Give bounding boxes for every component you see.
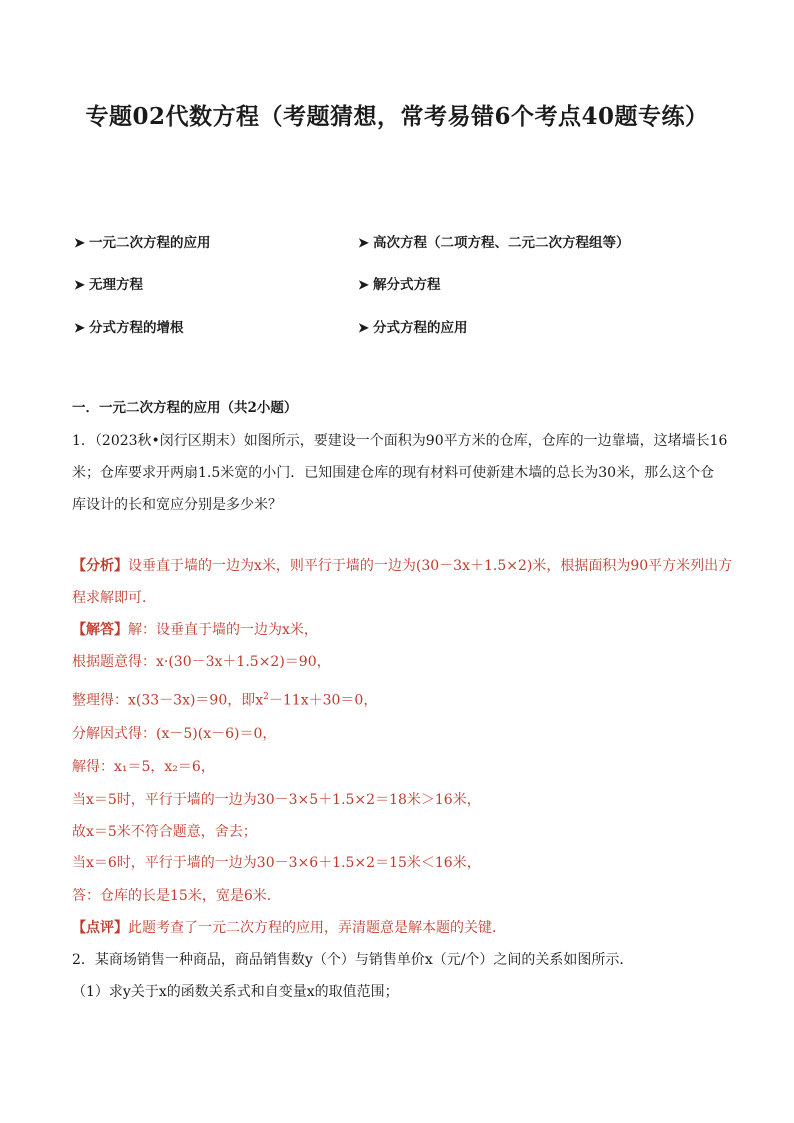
solution-step-7: 当x＝6时，平行于墙的一边为30－3×6＋1.5×2＝15米＜16米， — [72, 855, 481, 871]
solution-step-8: 答：仓库的长是15米，宽是6米． — [72, 888, 281, 904]
key-point-6: ➤ 分式方程的应用 — [358, 318, 468, 339]
arrow-icon: ➤ — [74, 278, 85, 293]
question-1-line-3: 库设计的长和宽应分别是多少米？ — [72, 497, 282, 513]
solution-step-2: 整理得：x(33－3x)＝90，即$x^2-11x+30=0$， — [72, 692, 378, 709]
solution-step-4: 解得：x₁＝5，x₂＝6， — [72, 759, 215, 775]
key-point-3: ➤ 无理方程 — [74, 275, 143, 296]
page-title: 专题02代数方程（考题猜想，常考易错6个考点40题专练） — [85, 103, 709, 130]
arrow-icon: ➤ — [74, 236, 85, 251]
key-point-1: ➤ 一元二次方程的应用 — [74, 233, 211, 254]
solution-step-1: 根据题意得：x·(30－3x＋1.5×2)＝90， — [72, 654, 331, 670]
question-2-line-2: （1）求y关于x的函数关系式和自变量x的取值范围； — [72, 984, 399, 1000]
arrow-icon: ➤ — [358, 236, 369, 251]
key-point-2: ➤ 高次方程（二项方程、二元二次方程组等） — [358, 233, 630, 254]
solution-step-5: 当x＝5时，平行于墙的一边为30－3×5＋1.5×2＝18米＞16米， — [72, 792, 481, 808]
analysis-line-2: 程求解即可． — [72, 590, 156, 606]
solution-step-3: 分解因式得：(x－5)(x－6)＝0， — [72, 726, 277, 742]
question-2-line-1: 2．某商场销售一种商品，商品销售数y（个）与销售单价x（元/个）之间的关系如图所示． — [72, 952, 634, 968]
question-1-line-1: 1．（2023秋•闵行区期末）如图所示，要建设一个面积为90平方米的仓库，仓库的一边靠墙，这堵墙长16 — [72, 433, 728, 449]
arrow-icon: ➤ — [358, 278, 369, 293]
key-point-4: ➤ 解分式方程 — [358, 275, 441, 296]
solution-step-6: 故x＝5米不符合题意，舍去； — [72, 824, 257, 840]
key-point-5: ➤ 分式方程的增根 — [74, 318, 184, 339]
question-1-line-2: 米；仓库要求开两扇1.5米宽的小门．已知围建仓库的现有材料可使新建木墙的总长为30米，那么这个仓 — [72, 465, 715, 481]
analysis-line-1: 【分析】设垂直于墙的一边为x米，则平行于墙的一边为(30－3x＋1.5×2)米，根据面积为90平方米列出方 — [72, 558, 733, 574]
comment: 【点评】此题考查了一元二次方程的应用，弄清题意是解本题的关键． — [72, 920, 506, 936]
solution-intro: 【解答】解：设垂直于墙的一边为x米， — [72, 622, 318, 638]
arrow-icon: ➤ — [74, 321, 85, 336]
arrow-icon: ➤ — [358, 321, 369, 336]
section-heading: 一．一元二次方程的应用（共2小题） — [72, 400, 298, 416]
